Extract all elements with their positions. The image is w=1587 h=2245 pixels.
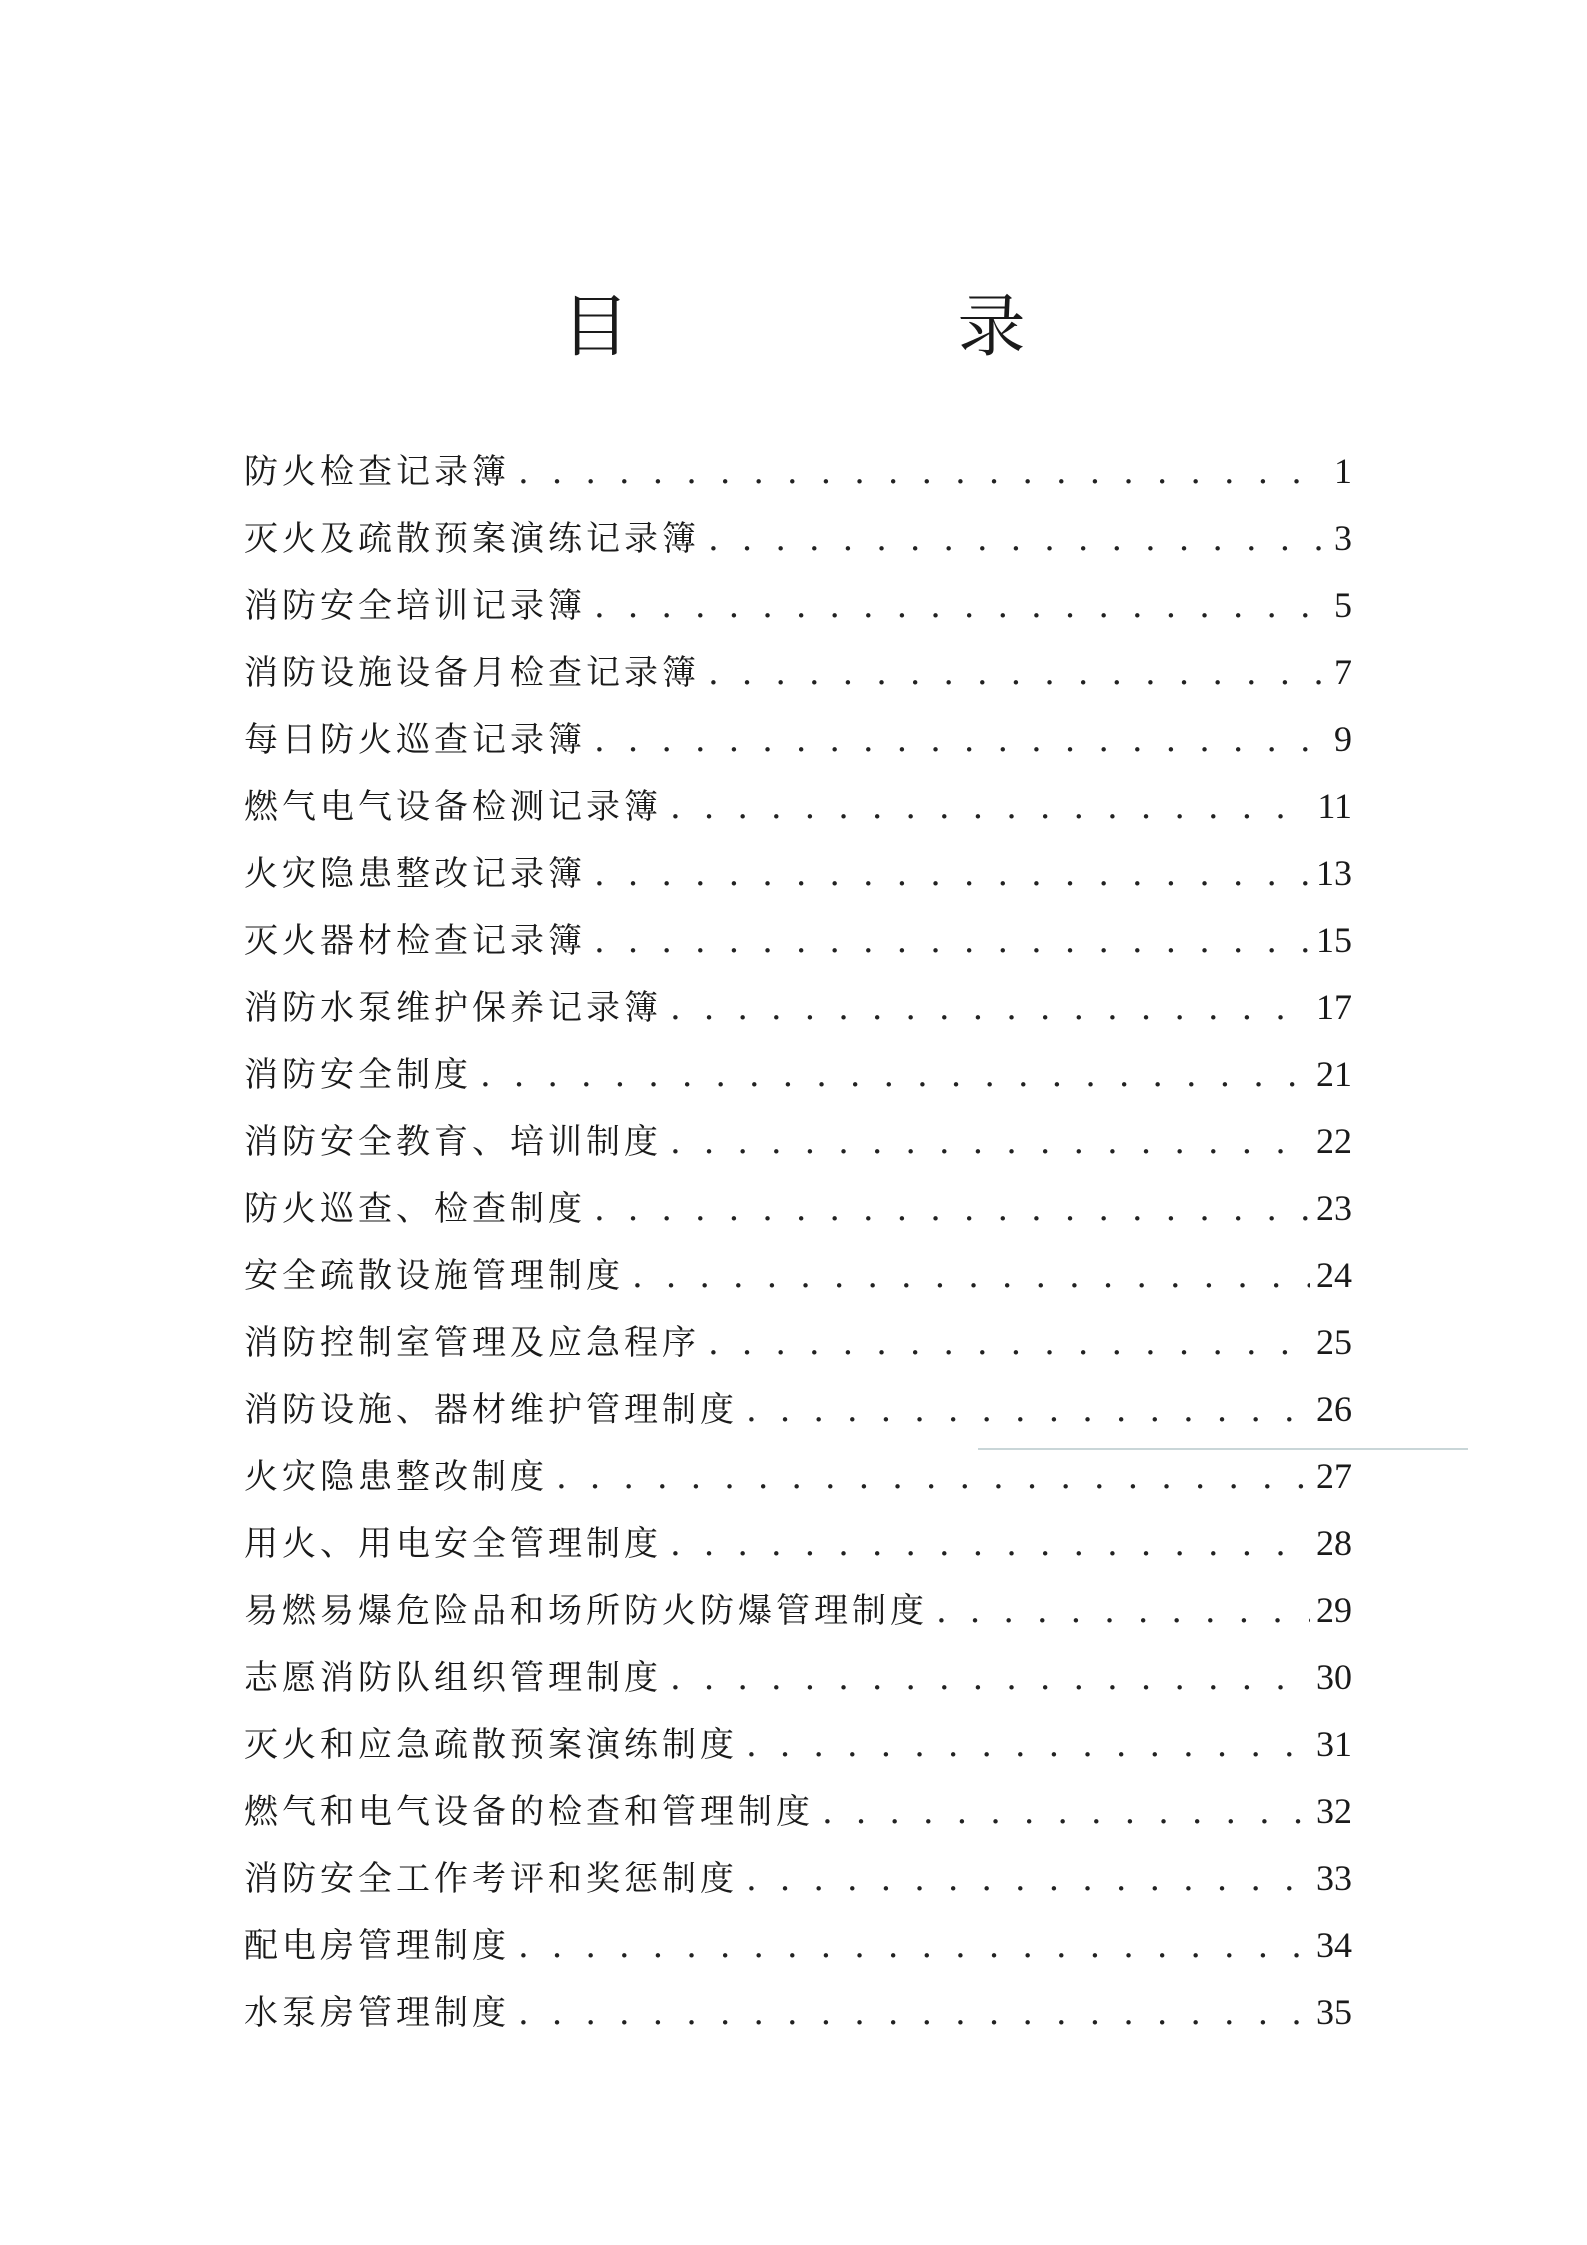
toc-entry[interactable] [244, 1041, 1352, 1108]
toc-entry-title: 配电房管理制度 [244, 1926, 510, 1966]
toc-entry-title: 每日防火巡查记录簿 [244, 720, 586, 760]
toc-entry[interactable] [244, 1175, 1352, 1242]
toc-entry-page-number: 17 [1316, 987, 1352, 1027]
toc-entry-title: 消防控制室管理及应急程序 [244, 1323, 700, 1363]
toc-entry-page-number: 32 [1316, 1791, 1352, 1831]
toc-entry-page-number: 31 [1316, 1724, 1352, 1764]
toc-entry-title: 灭火及疏散预案演练记录簿 [244, 519, 700, 559]
toc-entry-page-number: 35 [1316, 1992, 1352, 2032]
toc-entry[interactable] [244, 438, 1352, 505]
toc-entry-page-number: 7 [1334, 652, 1352, 692]
toc-entry-page-number: 1 [1334, 451, 1352, 491]
toc-entry[interactable] [244, 1979, 1352, 2046]
toc-dot-leader [708, 640, 1328, 707]
toc-entry-page-number: 26 [1316, 1389, 1352, 1429]
toc-entry-title: 消防水泵维护保养记录簿 [244, 988, 662, 1028]
toc-dot-leader [594, 573, 1328, 640]
toc-dot-leader [518, 1980, 1310, 2047]
toc-entry[interactable] [244, 1376, 1352, 1443]
toc-dot-leader [746, 1712, 1310, 1779]
toc-entry-page-number: 34 [1316, 1925, 1352, 1965]
toc-entry[interactable] [244, 1644, 1352, 1711]
toc-entry-title: 灭火和应急疏散预案演练制度 [244, 1725, 738, 1765]
toc-entry-title: 火灾隐患整改制度 [244, 1457, 548, 1497]
toc-entry[interactable] [244, 1108, 1352, 1175]
toc-entry[interactable] [244, 505, 1352, 572]
toc-entry-title: 防火检查记录簿 [244, 452, 510, 492]
toc-entry[interactable] [244, 706, 1352, 773]
toc-entry[interactable] [244, 907, 1352, 974]
toc-entry-title: 消防设施设备月检查记录簿 [244, 653, 700, 693]
toc-entry[interactable] [244, 572, 1352, 639]
toc-entry[interactable] [244, 1912, 1352, 1979]
toc-entry[interactable] [244, 1242, 1352, 1309]
toc-entry[interactable] [244, 1577, 1352, 1644]
toc-dot-leader [632, 1243, 1310, 1310]
toc-entry-page-number: 3 [1334, 518, 1352, 558]
toc-dot-leader [670, 1645, 1310, 1712]
toc-entry-title: 水泵房管理制度 [244, 1993, 510, 2033]
toc-entry-page-number: 30 [1316, 1657, 1352, 1697]
toc-dot-leader [594, 841, 1310, 908]
toc-dot-leader [480, 1042, 1310, 1109]
toc-entry[interactable] [244, 1711, 1352, 1778]
toc-entry[interactable] [244, 639, 1352, 706]
toc-dot-leader [670, 1109, 1310, 1176]
toc-dot-leader [822, 1779, 1310, 1846]
toc-entry[interactable] [244, 974, 1352, 1041]
toc-entry-title: 易燃易爆危险品和场所防火防爆管理制度 [244, 1591, 928, 1631]
toc-entry-page-number: 22 [1316, 1121, 1352, 1161]
toc-dot-leader [708, 506, 1328, 573]
toc-dot-leader [670, 1511, 1310, 1578]
toc-entry[interactable] [244, 840, 1352, 907]
toc-entry-title: 灭火器材检查记录簿 [244, 921, 586, 961]
toc-dot-leader [670, 774, 1311, 841]
toc-dot-leader [670, 975, 1310, 1042]
toc-dot-leader [594, 707, 1328, 774]
toc-entry-title: 消防安全工作考评和奖惩制度 [244, 1859, 738, 1899]
toc-entry[interactable] [244, 1309, 1352, 1376]
toc-entry-title: 安全疏散设施管理制度 [244, 1256, 624, 1296]
toc-entry[interactable] [244, 1778, 1352, 1845]
toc-entry-page-number: 5 [1334, 585, 1352, 625]
toc-entry-page-number: 33 [1316, 1858, 1352, 1898]
toc-entry-page-number: 21 [1316, 1054, 1352, 1094]
toc-entry-page-number: 24 [1316, 1255, 1352, 1295]
toc-entry-page-number: 29 [1316, 1590, 1352, 1630]
toc-entry-page-number: 11 [1317, 786, 1352, 826]
toc-dot-leader [518, 1913, 1310, 1980]
toc-entry[interactable] [244, 1443, 1352, 1510]
toc-entry[interactable] [244, 773, 1352, 840]
toc-entry-page-number: 28 [1316, 1523, 1352, 1563]
toc-entry[interactable] [244, 1510, 1352, 1577]
toc-dot-leader [556, 1444, 1310, 1511]
page-title: 目 录 [561, 287, 1156, 367]
toc-entry-title: 消防安全教育、培训制度 [244, 1122, 662, 1162]
toc-entry-title: 燃气电气设备检测记录簿 [244, 787, 662, 827]
toc-entry[interactable] [244, 1845, 1352, 1912]
toc-entry-title: 防火巡查、检查制度 [244, 1189, 586, 1229]
toc-entry-title: 志愿消防队组织管理制度 [244, 1658, 662, 1698]
toc-dot-leader [708, 1310, 1310, 1377]
toc-entry-page-number: 13 [1316, 853, 1352, 893]
toc-entry-title: 燃气和电气设备的检查和管理制度 [244, 1792, 814, 1832]
toc-dot-leader [594, 908, 1310, 975]
toc-dot-leader [518, 439, 1328, 506]
table-of-contents [244, 438, 1352, 2046]
toc-entry-title: 消防安全培训记录簿 [244, 586, 586, 626]
toc-entry-page-number: 23 [1316, 1188, 1352, 1228]
toc-dot-leader [936, 1578, 1310, 1645]
toc-entry-title: 用火、用电安全管理制度 [244, 1524, 662, 1564]
toc-entry-page-number: 25 [1316, 1322, 1352, 1362]
toc-entry-title: 火灾隐患整改记录簿 [244, 854, 586, 894]
toc-entry-page-number: 9 [1334, 719, 1352, 759]
toc-entry-page-number: 15 [1316, 920, 1352, 960]
toc-dot-leader [594, 1176, 1310, 1243]
toc-entry-title: 消防设施、器材维护管理制度 [244, 1390, 738, 1430]
toc-dot-leader [746, 1377, 1310, 1444]
toc-entry-title: 消防安全制度 [244, 1055, 472, 1095]
toc-entry-page-number: 27 [1316, 1456, 1352, 1496]
toc-dot-leader [746, 1846, 1310, 1913]
